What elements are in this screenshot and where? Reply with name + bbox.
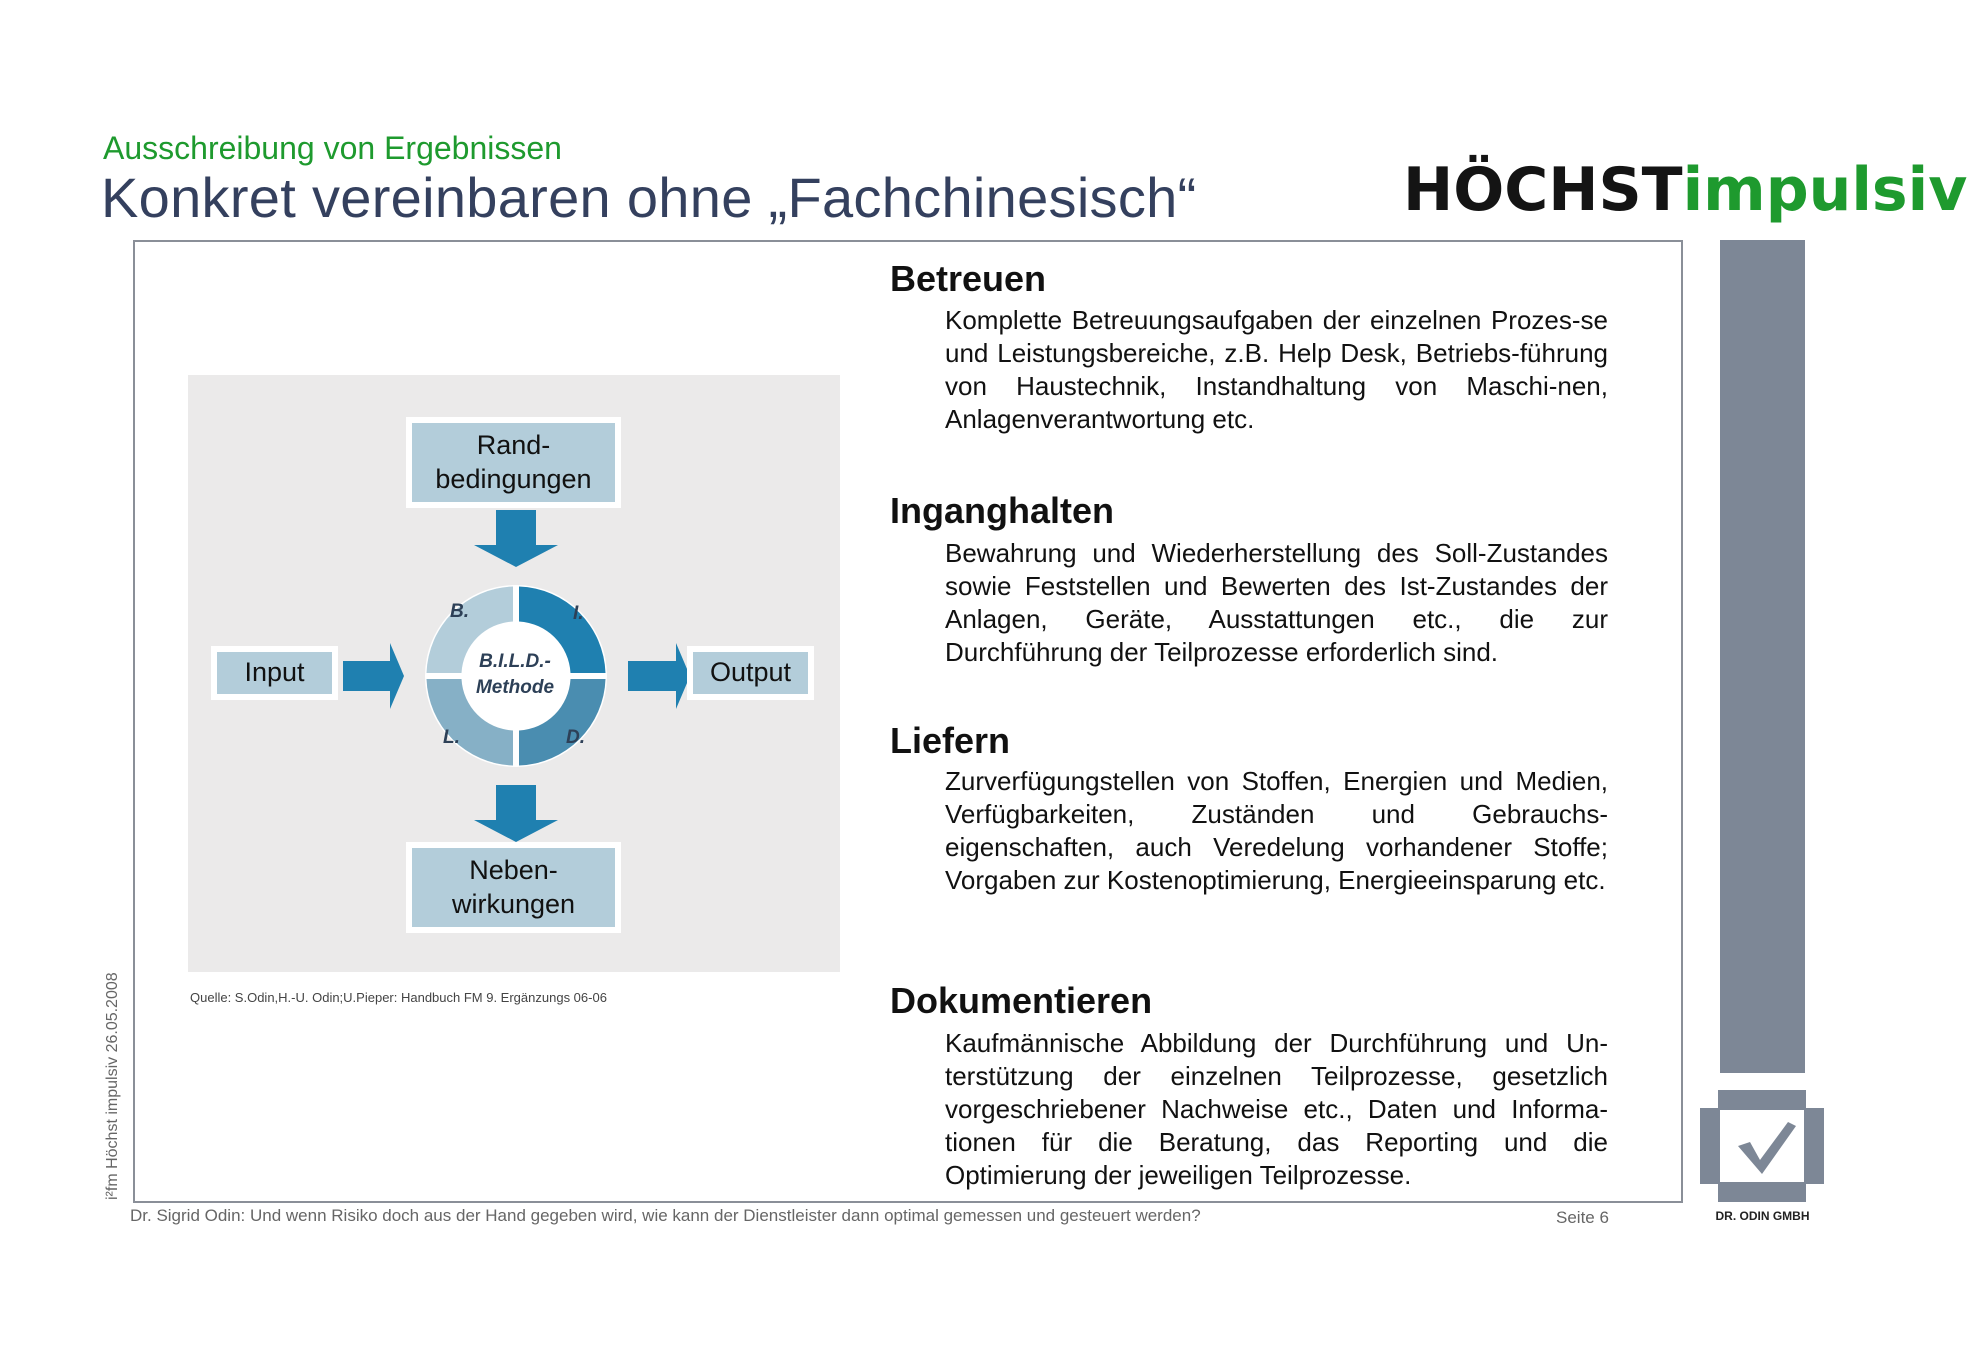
company-name: DR. ODIN GMBH [1715, 1209, 1810, 1223]
center-label-line2: Methode [475, 677, 555, 698]
page-number: Seite 6 [1556, 1208, 1609, 1227]
center-label-line1: B.I.L.D.- [479, 651, 551, 672]
footer-text: Dr. Sigrid Odin: Und wenn Risiko doch aus der Hand gegeben wird, wie kann der Dienstleister dann optimal gemessen und gesteuert werden? [130, 1206, 1201, 1225]
checkmark-badge-icon [1700, 1090, 1824, 1202]
arrow-down-bottom [474, 785, 558, 842]
slide-subtitle: Ausschreibung von Ergebnissen [103, 130, 562, 166]
logo-text-part2: impulsiv [1682, 155, 1967, 225]
segment-label-l: L. [443, 727, 460, 748]
section-heading-dokumentieren: Dokumentieren [890, 980, 1153, 1021]
box-randbedingungen: Rand- bedingungen [412, 423, 615, 502]
box-input: Input [217, 652, 332, 694]
section-body-liefern: Zurverfügungstellen von Stoffen, Energien und Medien, Verfügbarkeiten, Zuständen und Gebrauchs-eigenschaften, auch Veredelung vorhandener Stoffe; Vorgaben zur Kostenoptimierung, Energieeinsparung etc. [945, 766, 1608, 895]
hoechst-impulsiv-logo [1403, 155, 1967, 225]
box-output: Output [693, 652, 808, 694]
logo-text-part1: HÖCHST [1403, 155, 1683, 225]
segment-label-i: I. [573, 603, 584, 624]
arrow-right-input [343, 643, 404, 709]
diagram-source-note: Quelle: S.Odin,H.-U. Odin;U.Pieper: Handbuch FM 9. Ergänzungs 06-06 [190, 990, 607, 1005]
slide-title: Konkret vereinbaren ohne „Fachchinesisch“ [101, 166, 1197, 229]
segment-label-d: D. [566, 727, 585, 748]
section-heading-liefern: Liefern [890, 720, 1011, 761]
segment-label-b: B. [450, 601, 469, 622]
box-nebenwirkungen: Neben- wirkungen [412, 848, 615, 927]
arrow-down-top [474, 510, 558, 567]
arrow-right-output [628, 643, 690, 709]
section-heading-betreuen: Betreuen [890, 258, 1047, 299]
sidebar-decoration-bar [1720, 240, 1805, 1073]
section-body-inganghalten: Bewahrung und Wiederherstellung des Soll-Zustandes sowie Feststellen und Bewerten des Ist-Zustandes der Anlagen, Geräte, Ausstattungen etc., die zur Durchführung der Teilprozesse erforderlich sind. [945, 538, 1608, 667]
vertical-date-label: i²fm Höchst impulsiv 26.05.2008 [104, 972, 121, 1200]
section-body-dokumentieren: Kaufmännische Abbildung der Durchführung und Un-terstützung der einzelnen Teilprozesse, gesetzlich vorgeschriebener Nachweise etc., Daten und Informa-tionen für die Beratung, das Reporting und die Optimierung der jeweiligen Teilprozesse. [945, 1028, 1608, 1190]
section-heading-inganghalten: Inganghalten [890, 490, 1114, 531]
section-body-betreuen: Komplette Betreuungsaufgaben der einzelnen Prozes-se und Leistungsbereiche, z.B. Help Desk, Betriebs-führung von Haustechnik, Instandhaltung von Maschi-nen, Anlagenverantwortung etc. [945, 305, 1608, 434]
